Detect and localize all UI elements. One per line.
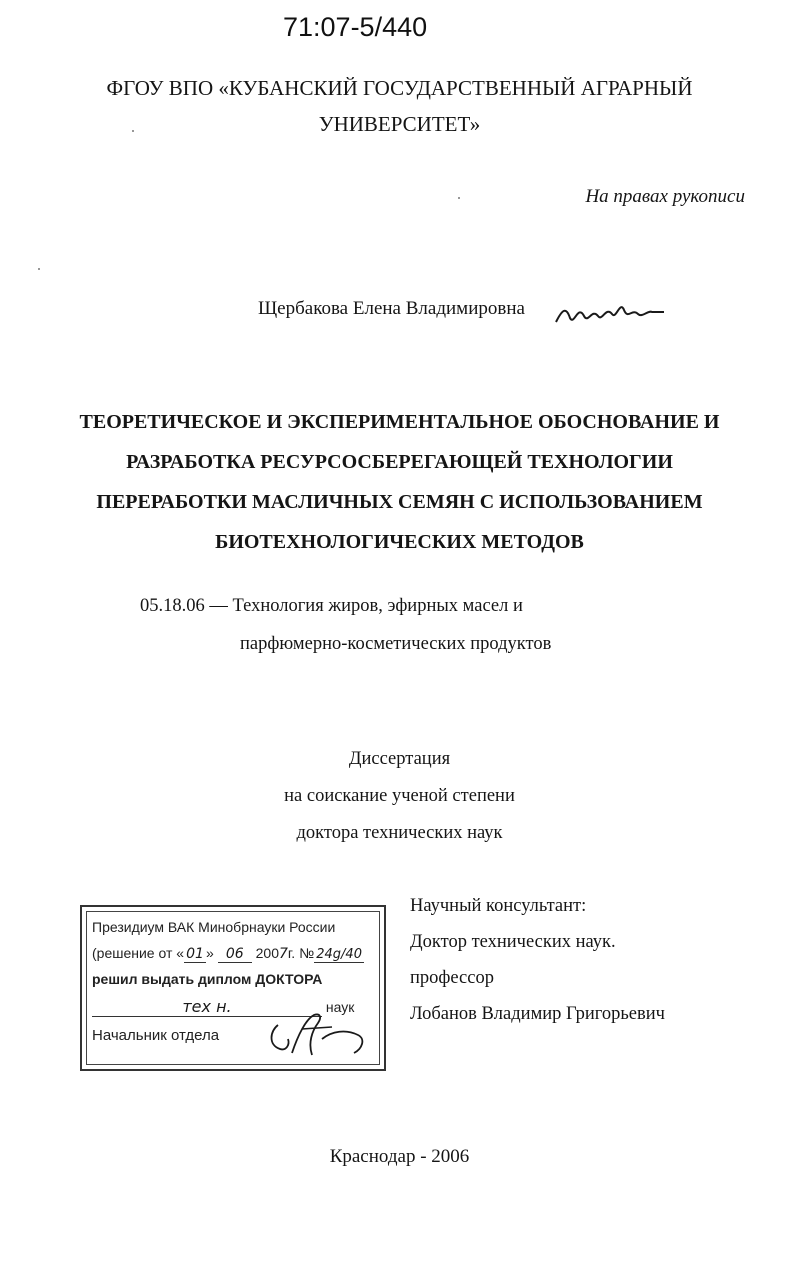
scan-speck — [458, 197, 460, 199]
stamp-month-sep: » — [206, 945, 214, 961]
consultant-title: профессор — [410, 968, 494, 988]
dissertation-title — [0, 402, 799, 562]
scan-speck — [132, 130, 134, 132]
diss-line-3: доктора технических наук — [296, 823, 503, 843]
institution-line-1: ФГОУ ВПО «КУБАНСКИЙ ГОСУДАРСТВЕННЫЙ АГРАРНЫЙ — [106, 76, 693, 100]
stamp-signature — [262, 1005, 374, 1061]
dissertation-type — [0, 741, 799, 852]
consultant-degree: Доктор технических наук. — [410, 932, 616, 952]
institution-line-2: УНИВЕРСИТЕТ» — [318, 112, 481, 136]
stamp-year-digit: 7 — [278, 946, 288, 962]
scientific-consultant — [410, 888, 665, 1032]
stamp-line-1: Президиум ВАК Минобрнауки России — [92, 919, 336, 935]
stamp-day: 01 — [184, 946, 206, 963]
author-name: Щербакова Елена Владимировна — [258, 298, 525, 319]
stamp-line-5: Начальник отдела — [92, 1027, 220, 1044]
vak-stamp — [80, 905, 386, 1071]
rights-note: На правах рукописи — [585, 186, 745, 207]
stamp-decision-prefix: (решение от « — [92, 945, 185, 961]
stamp-field-hand: тех н. — [92, 997, 322, 1017]
institution-name — [0, 70, 799, 142]
stamp-number: 24g/40 — [314, 947, 364, 963]
stamp-field-suffix: наук — [325, 999, 355, 1015]
title-line-4: БИОТЕХНОЛОГИЧЕСКИХ МЕТОДОВ — [215, 531, 584, 553]
archive-code: 71:07-5/440 — [283, 12, 428, 42]
title-line-3: ПЕРЕРАБОТКИ МАСЛИЧНЫХ СЕМЯН С ИСПОЛЬЗОВАНИЕМ — [96, 491, 703, 513]
stamp-year-prefix: 200 — [255, 945, 279, 961]
title-line-2: РАЗРАБОТКА РЕСУРСОСБЕРЕГАЮЩЕЙ ТЕХНОЛОГИИ — [126, 451, 673, 473]
stamp-line-2 — [92, 945, 364, 963]
city-year: Краснодар - 2006 — [329, 1146, 470, 1167]
diss-line-1: Диссертация — [348, 749, 451, 769]
consultant-name: Лобанов Владимир Григорьевич — [410, 1004, 665, 1024]
author-signature — [552, 296, 670, 330]
specialty-line-1: 05.18.06 — Технология жиров, эфирных масел и — [140, 596, 523, 616]
stamp-line-3: решил выдать диплом ДОКТОРА — [92, 971, 323, 987]
consultant-label: Научный консультант: — [410, 896, 587, 916]
specialty-line-2: парфюмерно-косметических продуктов — [240, 634, 552, 654]
title-line-1: ТЕОРЕТИЧЕСКОЕ И ЭКСПЕРИМЕНТАЛЬНОЕ ОБОСНОВАНИЕ И — [79, 411, 720, 433]
diss-line-2: на соискание ученой степени — [284, 786, 515, 806]
stamp-month: 06 — [218, 946, 252, 963]
scan-speck — [38, 268, 40, 270]
stamp-year-suffix: г. № — [287, 945, 315, 961]
